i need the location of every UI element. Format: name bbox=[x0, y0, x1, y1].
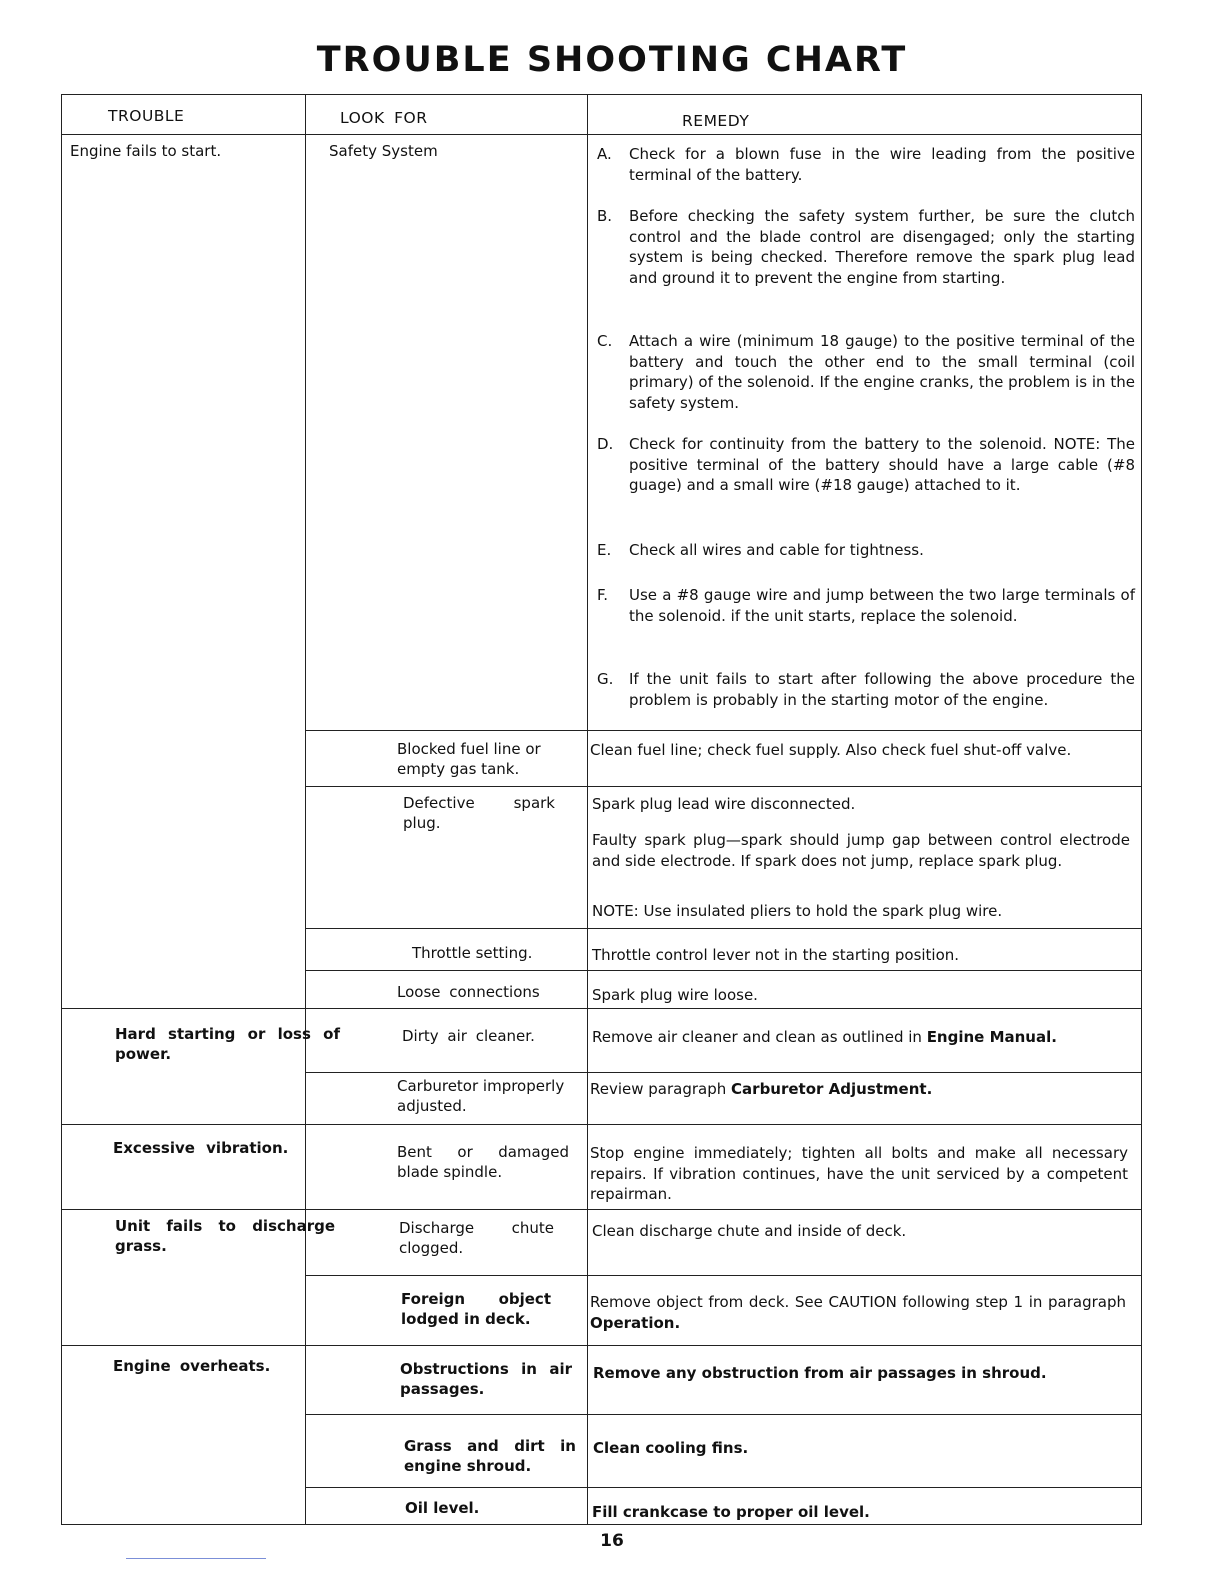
operation-reference: Operation. bbox=[590, 1313, 681, 1332]
step-g bbox=[597, 669, 1135, 710]
trouble-engine-fails: Engine fails to start. bbox=[70, 142, 222, 160]
step-label: F. bbox=[597, 586, 608, 604]
step-d bbox=[597, 434, 1135, 496]
subrow-divider bbox=[305, 1275, 1142, 1276]
header-look-for: LOOK FOR bbox=[340, 109, 428, 127]
look-for-grass-and-dirt: Grass and dirt in engine shroud. bbox=[404, 1437, 576, 1475]
remedy-loose-connections: Spark plug wire loose. bbox=[592, 986, 758, 1004]
remedy-faulty-spark-plug: Faulty spark plug—spark should jump gap between control electrode and side electrode. If spark does not jump, replace spark plug. bbox=[592, 831, 1130, 870]
remedy-blocked-fuel: Clean fuel line; check fuel supply. Also check fuel shut-off valve. bbox=[590, 741, 1072, 759]
look-for-bent-blade-spindle: Bent or damaged blade spindle. bbox=[397, 1143, 569, 1181]
look-for-throttle-setting: Throttle setting. bbox=[412, 944, 533, 962]
trouble-hard-starting: Hard starting or loss of power. bbox=[115, 1025, 340, 1063]
look-for-defective-spark-plug: Defective spark plug. bbox=[403, 794, 555, 832]
step-label: B. bbox=[597, 207, 613, 225]
remedy-oil-level: Fill crankcase to proper oil level. bbox=[592, 1503, 870, 1521]
step-label: C. bbox=[597, 332, 613, 350]
row-divider bbox=[61, 1124, 1142, 1125]
remedy-discharge-chute: Clean discharge chute and inside of deck. bbox=[592, 1222, 907, 1240]
remedy-obstructions: Remove any obstruction from air passages in shroud. bbox=[593, 1364, 1047, 1382]
step-f bbox=[597, 585, 1135, 626]
trouble-excessive-vibration: Excessive vibration. bbox=[113, 1139, 289, 1157]
step-c bbox=[597, 331, 1135, 413]
remedy-throttle: Throttle control lever not in the starting position. bbox=[592, 946, 960, 964]
subrow-divider bbox=[305, 928, 1142, 929]
subrow-divider bbox=[305, 1072, 1142, 1073]
trouble-engine-overheats: Engine overheats. bbox=[113, 1357, 271, 1375]
remedy-spark-lead: Spark plug lead wire disconnected. bbox=[592, 795, 856, 813]
remedy-foreign-object bbox=[590, 1292, 1126, 1333]
step-text: Attach a wire (minimum 18 gauge) to the positive terminal of the battery and touch the other end to the small terminal (coil primary) of the solenoid. If the engine cranks, the problem is in the safety system. bbox=[629, 332, 1135, 412]
subrow-divider bbox=[305, 1487, 1142, 1488]
step-b bbox=[597, 206, 1135, 288]
trouble-fails-discharge: Unit fails to discharge grass. bbox=[115, 1217, 335, 1255]
look-for-dirty-air-cleaner: Dirty air cleaner. bbox=[402, 1027, 535, 1045]
footer-rule bbox=[126, 1558, 266, 1559]
step-text: Check for a blown fuse in the wire leading from the positive terminal of the battery. bbox=[629, 145, 1135, 184]
column-divider bbox=[305, 94, 306, 1525]
remedy-carburetor bbox=[590, 1079, 1128, 1100]
look-for-obstructions: Obstructions in air passages. bbox=[400, 1360, 572, 1398]
step-text: Check for continuity from the battery to the solenoid. NOTE: The positive terminal of the battery should have a large cable (#8 guage) and a small wire (#18 gauge) attached to it. bbox=[629, 435, 1135, 494]
step-label: G. bbox=[597, 670, 614, 688]
remedy-air-cleaner bbox=[592, 1027, 1112, 1048]
remedy-foreign-object-text: Remove object from deck. See CAUTION following step 1 in paragraph bbox=[590, 1293, 1126, 1311]
step-text: Use a #8 gauge wire and jump between the two large terminals of the solenoid. if the unit starts, replace the solenoid. bbox=[629, 586, 1135, 625]
header-remedy: REMEDY bbox=[682, 112, 750, 130]
look-for-safety-system: Safety System bbox=[329, 142, 438, 160]
step-label: D. bbox=[597, 435, 614, 453]
step-text: Before checking the safety system further, be sure the clutch control and the blade control are disengaged; only the starting system is being checked. Therefore remove the spark plug lead and ground it to prevent the engine from starting. bbox=[629, 207, 1135, 287]
column-divider bbox=[587, 94, 588, 1525]
look-for-carburetor: Carburetor improperly adjusted. bbox=[397, 1077, 565, 1115]
remedy-cooling-fins: Clean cooling fins. bbox=[593, 1439, 749, 1457]
header-divider bbox=[61, 134, 1142, 135]
step-a bbox=[597, 144, 1135, 185]
look-for-foreign-object: Foreign object lodged in deck. bbox=[401, 1290, 551, 1328]
remedy-vibration: Stop engine immediately; tighten all bolts and make all necessary repairs. If vibration continues, have the unit serviced by a competent repairman. bbox=[590, 1144, 1128, 1203]
step-label: A. bbox=[597, 145, 612, 163]
page-title: TROUBLE SHOOTING CHART bbox=[316, 40, 908, 80]
step-e bbox=[597, 540, 1135, 561]
look-for-discharge-chute: Discharge chute clogged. bbox=[399, 1219, 554, 1257]
row-divider bbox=[61, 1209, 1142, 1210]
step-label: E. bbox=[597, 541, 612, 559]
step-text: Check all wires and cable for tightness. bbox=[629, 541, 924, 559]
subrow-divider bbox=[305, 786, 1142, 787]
subrow-divider bbox=[305, 730, 1142, 731]
row-divider bbox=[61, 1008, 1142, 1009]
remedy-air-cleaner-text: Remove air cleaner and clean as outlined in bbox=[592, 1028, 927, 1046]
look-for-oil-level: Oil level. bbox=[405, 1499, 480, 1517]
step-text: If the unit fails to start after following the above procedure the problem is probably in the starting motor of the engine. bbox=[629, 670, 1135, 709]
page-number: 16 bbox=[600, 1531, 624, 1551]
look-for-blocked-fuel: Blocked fuel line or empty gas tank. bbox=[397, 740, 541, 778]
header-trouble: TROUBLE bbox=[108, 107, 185, 125]
look-for-loose-connections: Loose connections bbox=[397, 983, 540, 1001]
subrow-divider bbox=[305, 970, 1142, 971]
engine-manual-reference: Engine Manual. bbox=[926, 1028, 1057, 1046]
subrow-divider bbox=[305, 1414, 1142, 1415]
remedy-carburetor-text: Review paragraph bbox=[590, 1080, 732, 1098]
remedy-spark-note: NOTE: Use insulated pliers to hold the spark plug wire. bbox=[592, 902, 1003, 920]
row-divider bbox=[61, 1345, 1142, 1346]
carburetor-adjustment-reference: Carburetor Adjustment. bbox=[731, 1080, 933, 1098]
